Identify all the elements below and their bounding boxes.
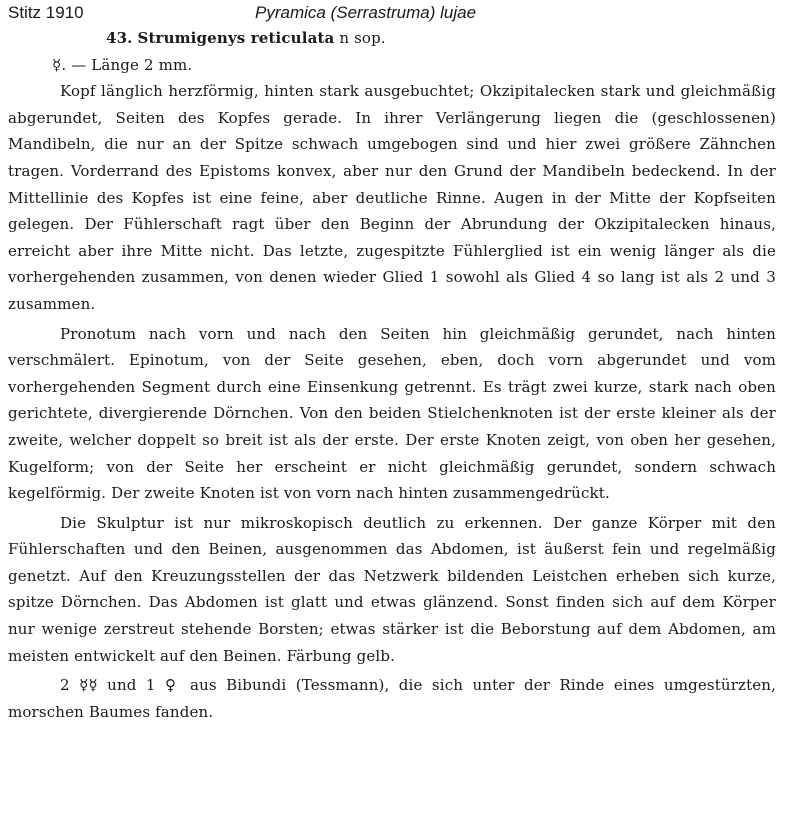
size-line: ☿. — Länge 2 mm. bbox=[52, 55, 193, 74]
species-heading bbox=[8, 25, 776, 52]
paragraph-head: Kopf länglich herzförmig, hinten stark ausgebuchtet; Okzipitalecken stark und gleichmäßig abgerundet, Seiten des Kopfes gerade. In ihrer Verlängerung liegen die (geschlossenen) Mandibeln, die nur an der Spitze schwach umgebogen sind und hier zwei größere Zähnchen tragen. Vorderrand des Epistoms konvex, aber nur den Grund der Mandibeln bedeckend. In der Mittellinie des Kopfes ist eine feine, aber deutliche Rinne. Augen in der Mitte der Kopfseiten gelegen. Der Fühlerschaft ragt über den Beginn der Abrundung der Okzipitalecken hinaus, erreicht aber ihre Mitte nicht. Das letzte, zugespitzte Fühlerglied ist ein wenig länger als die vorhergehenden zusammen, von denen wieder Glied 1 sowohl als Glied 4 so lang ist als 2 und 3 zusammen. bbox=[8, 82, 776, 313]
taxon-name: Pyramica (Serrastruma) lujae bbox=[255, 3, 477, 22]
species-name: Strumigenys reticulata bbox=[137, 29, 335, 47]
paragraph-thorax: Pronotum nach vorn und nach den Seiten hin gleichmäßig gerundet, nach hinten verschmälert. Epinotum, von der Seite gesehen, eben, doch vorn abgerundet und vom vorhergehenden Segment durch eine Einsenkung getrennt. Es trägt zwei kurze, stark nach oben gerichtete, divergierende Dörnchen. Von den beiden Stielchenknoten ist der erste kleiner als der zweite, welcher doppelt so breit ist als der erste. Der erste Knoten zeigt, von oben her gesehen, Kugelform; von der Seite her erscheint er nicht gleichmäßig gerundet, sondern schwach kegelförmig. Der zweite Knoten ist von vorn nach hinten zusammengedrückt. bbox=[8, 324, 776, 503]
citation-label: Stitz 1910 bbox=[8, 3, 84, 22]
species-status: n sop. bbox=[339, 29, 386, 47]
page-header bbox=[8, 3, 783, 25]
paragraph-sculpture: Die Skulptur ist nur mikroskopisch deutlich zu erkennen. Der ganze Körper mit den Fühlerschaften und den Beinen, ausgenommen das Abdomen, ist äußerst fein und regelmäßig genetzt. Auf den Kreuzungsstellen der das Netzwerk bildenden Leistchen erheben sich kurze, spitze Dörnchen. Das Abdomen ist glatt und etwas glänzend. Sonst finden sich auf dem Körper nur wenige zerstreut stehende Borsten; etwas stärker ist die Beborstung auf dem Abdomen, am meisten entwickelt auf den Beinen. Färbung gelb. bbox=[8, 513, 776, 665]
species-number: 43. bbox=[106, 29, 133, 47]
document-body bbox=[8, 25, 776, 725]
paragraph-material: 2 ☿☿ und 1 ♀ aus Bibundi (Tessmann), die sich unter der Rinde eines umgestürzten, morschen Baumes fanden. bbox=[8, 676, 776, 721]
